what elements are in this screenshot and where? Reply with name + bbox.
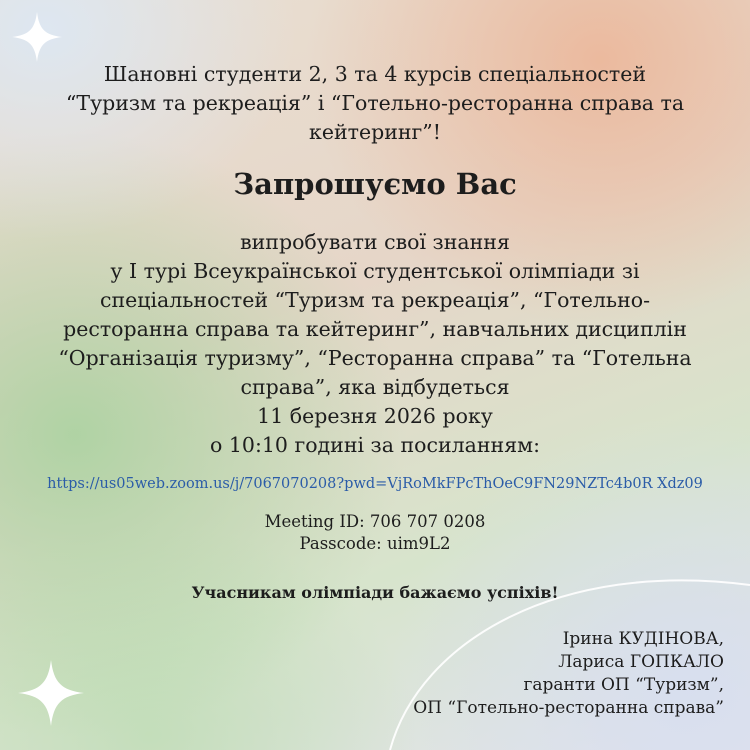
good-luck-message: Учасникам олімпіади бажаємо успіхів! bbox=[191, 583, 559, 602]
signature-line: ОП “Готельно-ресторанна справа” bbox=[413, 698, 724, 718]
greeting-line: “Туризм та рекреація” і “Готельно-ресторанна справа та bbox=[65, 91, 685, 115]
zoom-link[interactable]: https://us05web.zoom.us/j/7067070208?pwd=VjRoMkFPcThOeC9FN29NZTc4b0R Xdz09 bbox=[47, 476, 703, 492]
invitation-body bbox=[0, 228, 750, 460]
body-line: у І турі Всеукраїнської студентської олімпіади зі bbox=[110, 259, 640, 283]
signature-line: гаранти ОП “Туризм”, bbox=[523, 675, 724, 695]
body-line: випробувати свої знання bbox=[240, 230, 510, 254]
signature-line: Лариса ГОПКАЛО bbox=[558, 652, 724, 672]
meeting-passcode: Passcode: uim9L2 bbox=[299, 534, 451, 553]
body-line: спеціальностей “Туризм та рекреація”, “Готельно- bbox=[100, 288, 650, 312]
meeting-details bbox=[0, 511, 750, 555]
sparkle-icon bbox=[12, 12, 62, 62]
signature-block bbox=[413, 628, 724, 720]
greeting-line: кейтеринг”! bbox=[309, 120, 441, 144]
sparkle-icon bbox=[18, 660, 84, 726]
body-line: справа”, яка відбудеться bbox=[240, 375, 510, 399]
greeting-line: Шановні студенти 2, 3 та 4 курсів спеціальностей bbox=[103, 62, 647, 86]
greeting-text bbox=[0, 60, 750, 147]
signature-line: Ірина КУДІНОВА, bbox=[562, 629, 724, 649]
event-time: о 10:10 годині за посиланням: bbox=[210, 433, 540, 457]
body-line: “Організація туризму”, “Ресторанна справа” та “Готельна bbox=[58, 346, 692, 370]
event-date: 11 березня 2026 року bbox=[257, 404, 493, 428]
invitation-heading: Запрошуємо Вас bbox=[233, 167, 517, 201]
body-line: ресторанна справа та кейтеринг”, навчальних дисциплін bbox=[63, 317, 687, 341]
meeting-id: Meeting ID: 706 707 0208 bbox=[264, 512, 486, 531]
